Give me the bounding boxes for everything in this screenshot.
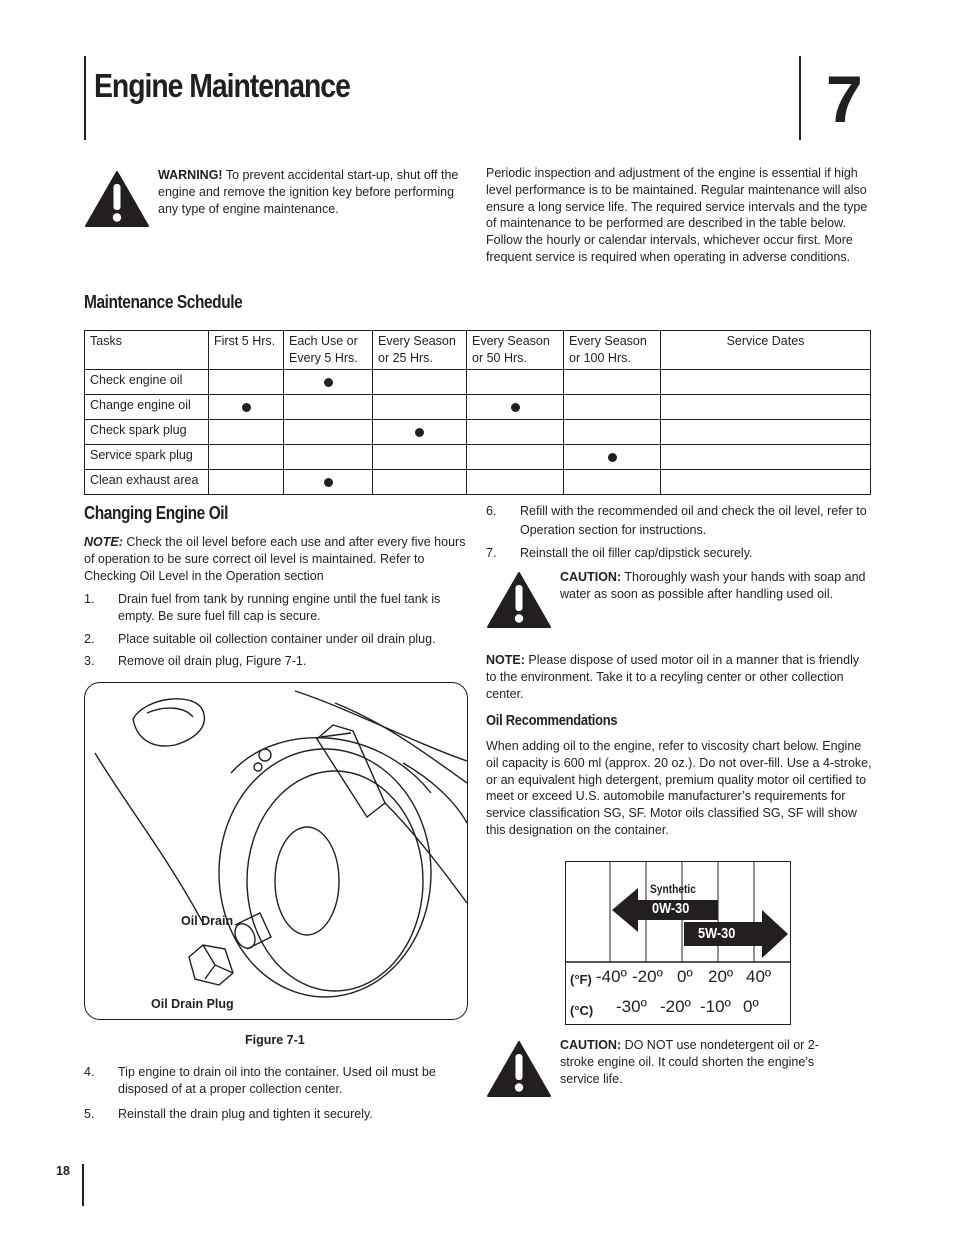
col-header: Tasks	[85, 331, 209, 370]
f-tick: 20º	[708, 967, 734, 986]
caution-label: CAUTION:	[560, 570, 622, 584]
note-label: NOTE:	[486, 653, 525, 667]
interval-cell	[564, 395, 661, 420]
interval-cell	[467, 470, 564, 495]
interval-cell	[284, 420, 373, 445]
step-number: 2.	[84, 631, 95, 646]
table-row	[85, 445, 871, 470]
list-item	[486, 544, 872, 563]
table-row	[85, 470, 871, 495]
c-tick: -30º	[616, 997, 647, 1016]
warning-icon	[84, 170, 150, 228]
interval-cell	[209, 420, 284, 445]
step-number: 4.	[84, 1065, 95, 1079]
schedule-mark	[415, 428, 424, 437]
task-cell: Service spark plug	[85, 445, 209, 470]
step-number: 6.	[486, 504, 497, 518]
service-date-cell	[661, 370, 871, 395]
interval-cell	[373, 470, 467, 495]
oil-drain-label: Oil Drain	[181, 914, 234, 928]
interval-cell	[467, 395, 564, 420]
list-item	[84, 1106, 470, 1123]
steps-list-c	[486, 502, 872, 563]
steps-list-a	[84, 591, 470, 670]
interval-cell	[373, 420, 467, 445]
warning-text	[158, 167, 470, 217]
task-cell: Check engine oil	[85, 370, 209, 395]
schedule-mark	[324, 478, 333, 487]
service-date-cell	[661, 395, 871, 420]
task-cell: Clean exhaust area	[85, 470, 209, 495]
list-item	[84, 591, 470, 625]
table-row	[85, 420, 871, 445]
note-body: Check the oil level before each use and after every five hours of operation to be sure correct oil level is maintained. Refer to Checking Oil Level in the Operation section	[84, 535, 466, 583]
interval-cell	[467, 420, 564, 445]
table-row	[85, 370, 871, 395]
col-header: Every Season or 50 Hrs.	[467, 331, 564, 370]
maintenance-schedule-table	[84, 330, 871, 495]
interval-cell	[209, 445, 284, 470]
oil-recommendations-text: When adding oil to the engine, refer to viscosity chart below. Engine oil capacity is 600 ml (approx. 20 oz.). Do not over-fill. Use a 4-stroke, or an equivalent high detergent, premium quality motor oil certified to meet or exceed U.S. automobile manufacturer’s requirements for service classification SG, SF. Motor oils classified SG, SF will show this designation on the container.	[486, 739, 872, 837]
step-text: Refill with the recommended oil and check the oil level, refer to Operation section for instructions.	[520, 504, 867, 537]
interval-cell	[284, 445, 373, 470]
caution-body: Thoroughly wash your hands with soap and water as soon as possible after handling used oil.	[560, 570, 866, 601]
interval-cell	[373, 395, 467, 420]
interval-cell	[373, 445, 467, 470]
interval-cell	[564, 445, 661, 470]
c-tick: 0º	[743, 997, 759, 1016]
interval-cell	[564, 370, 661, 395]
caution-wash-hands	[560, 569, 872, 603]
service-date-cell	[661, 420, 871, 445]
step-text: Remove oil drain plug, Figure 7-1.	[118, 654, 307, 669]
interval-cell	[209, 370, 284, 395]
service-date-cell	[661, 445, 871, 470]
step-number: 7.	[486, 546, 497, 560]
maintenance-schedule-heading: Maintenance Schedule	[84, 292, 243, 312]
chapter-number: 7	[826, 62, 863, 136]
interval-cell	[467, 445, 564, 470]
col-header: Every Season or 25 Hrs.	[373, 331, 467, 370]
schedule-mark	[242, 403, 251, 412]
schedule-mark	[608, 453, 617, 462]
changing-oil-note	[84, 534, 470, 584]
step-number: 5.	[84, 1106, 95, 1121]
page-title: Engine Maintenance	[94, 67, 350, 104]
interval-cell	[209, 470, 284, 495]
f-tick: 0º	[677, 967, 693, 986]
fahrenheit-unit: (°F)	[570, 972, 592, 987]
oil-5w30-label: 5W-30	[698, 925, 736, 942]
interval-cell	[284, 470, 373, 495]
table-header-row	[85, 331, 871, 370]
col-header: First 5 Hrs.	[209, 331, 284, 370]
step-text: Drain fuel from tank by running engine until the fuel tank is empty. Be sure fuel fill cap is secure.	[118, 592, 441, 623]
interval-cell	[209, 395, 284, 420]
col-header: Service Dates	[661, 331, 871, 370]
step-text: Tip engine to drain oil into the container. Used oil must be disposed of at a proper collection center.	[118, 1065, 436, 1096]
caution-icon	[486, 1040, 552, 1098]
step-number: 3.	[84, 654, 95, 669]
changing-oil-heading: Changing Engine Oil	[84, 503, 229, 523]
schedule-mark	[511, 403, 520, 412]
note-label: NOTE:	[84, 535, 123, 549]
header-rule-left	[84, 56, 86, 140]
interval-cell	[564, 470, 661, 495]
list-item	[84, 631, 470, 648]
task-cell: Check spark plug	[85, 420, 209, 445]
note-body: Please dispose of used motor oil in a manner that is friendly to the environment. Take it to a recyling center or other collection center.	[486, 653, 860, 701]
oil-drain-plug-label: Oil Drain Plug	[151, 997, 234, 1011]
f-tick: -40º	[596, 967, 627, 986]
step-text: Place suitable oil collection container under oil drain plug.	[118, 631, 436, 646]
interval-cell	[373, 370, 467, 395]
caution-label: CAUTION:	[560, 1038, 622, 1052]
interval-cell	[467, 370, 564, 395]
interval-cell	[284, 370, 373, 395]
task-cell: Change engine oil	[85, 395, 209, 420]
synthetic-label: Synthetic	[650, 882, 696, 896]
table-row	[85, 395, 871, 420]
footer-rule	[82, 1164, 84, 1206]
step-number: 1.	[84, 592, 95, 606]
intro-paragraph: Periodic inspection and adjustment of the engine is essential if high level performance is to be maintained. Regular maintenance will also ensure a long service life. The required service intervals and the type of maintenance to be performed are described in the table below. Follow the hourly or calendar intervals, whichever occur first. More frequent service is required when operating in adverse conditions.	[486, 166, 868, 264]
interval-cell	[284, 395, 373, 420]
figure-oil-drain	[84, 682, 468, 1020]
oil-0w30-label: 0W-30	[652, 900, 690, 917]
warning-label: WARNING!	[158, 168, 223, 182]
step-text: Reinstall the drain plug and tighten it securely.	[118, 1106, 373, 1121]
interval-cell	[564, 420, 661, 445]
c-tick: -20º	[660, 997, 691, 1016]
f-tick: -20º	[632, 967, 663, 986]
list-item	[486, 502, 872, 540]
warning-body: To prevent accidental start-up, shut off the engine and remove the ignition key before performing any type of engine maintenance.	[158, 168, 459, 216]
page-number: 18	[56, 1164, 70, 1178]
oil-recommendations-heading: Oil Recommendations	[486, 712, 618, 729]
caution-icon	[486, 571, 552, 629]
dispose-note	[486, 652, 872, 702]
col-header: Each Use or Every 5 Hrs.	[284, 331, 373, 370]
c-tick: -10º	[700, 997, 731, 1016]
caution-nondetergent	[560, 1037, 850, 1087]
celsius-unit: (°C)	[570, 1003, 594, 1018]
steps-list-b	[84, 1064, 470, 1122]
step-text: Reinstall the oil filler cap/dipstick securely.	[520, 546, 753, 560]
caution-body: DO NOT use nondetergent oil or 2-stroke engine oil. It could shorten the engine’s service life.	[560, 1038, 819, 1086]
header-rule-right	[799, 56, 801, 140]
col-header: Every Season or 100 Hrs.	[564, 331, 661, 370]
viscosity-chart	[565, 861, 791, 1025]
list-item	[84, 653, 470, 670]
figure-caption: Figure 7-1	[245, 1033, 305, 1047]
schedule-mark	[324, 378, 333, 387]
list-item	[84, 1064, 470, 1098]
f-tick: 40º	[746, 967, 772, 986]
engine-illustration	[85, 683, 467, 1019]
service-date-cell	[661, 470, 871, 495]
